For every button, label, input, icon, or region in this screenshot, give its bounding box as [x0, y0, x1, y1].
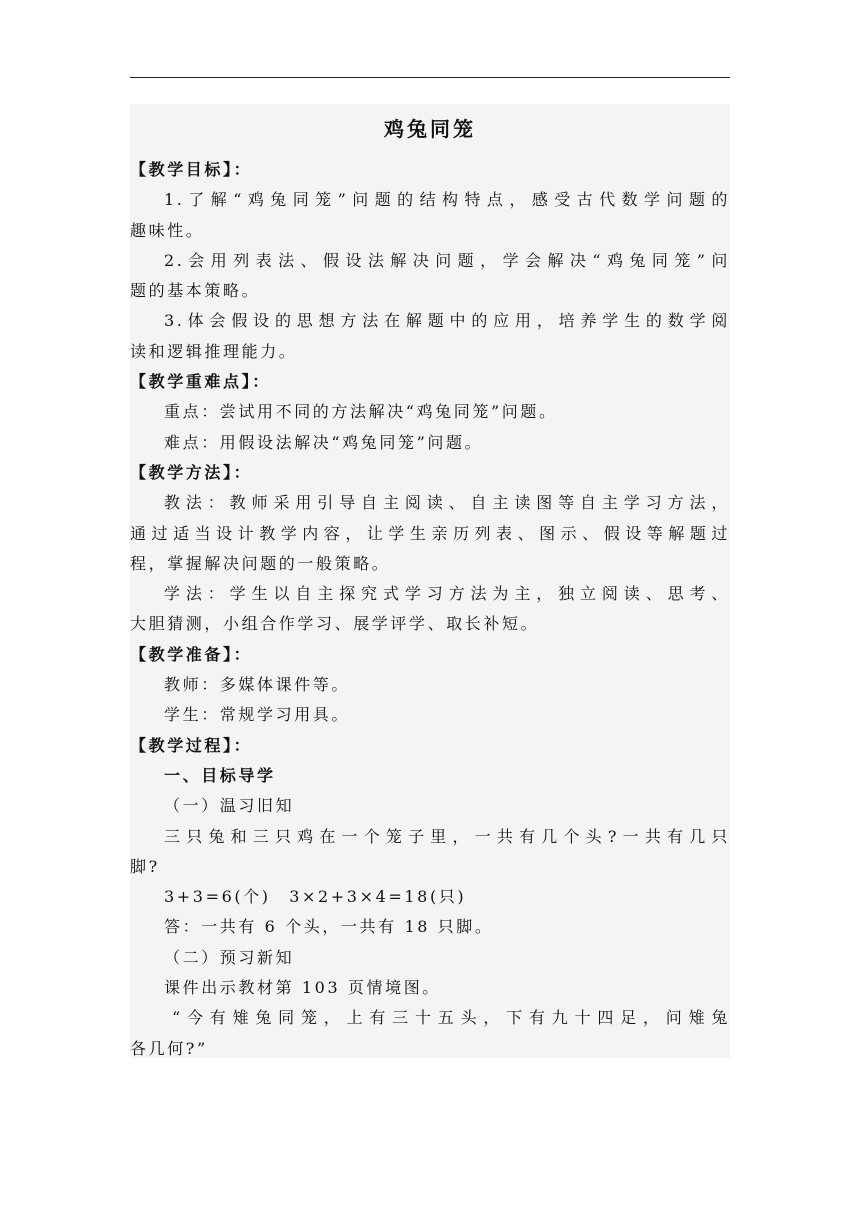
document-title: 鸡兔同笼	[384, 117, 476, 141]
text-line: 大胆猜测，小组合作学习、展学评学、取长补短。	[130, 614, 540, 634]
text-line: 3.体会假设的思想方法在解题中的应用，培养学生的数学阅	[164, 311, 730, 331]
text-line: 重点：尝试用不同的方法解决“鸡兔同笼”问题。	[164, 402, 558, 422]
section-heading: 【教学过程】：	[130, 735, 253, 755]
section-heading: 【教学目标】：	[130, 160, 253, 179]
section-heading: 【教学重难点】：	[130, 372, 271, 392]
text-line: 课件出示教材第 103 页情境图。	[164, 978, 441, 998]
text-line: “今有雉兔同笼，上有三十五头，下有九十四足，问雉兔	[172, 1008, 730, 1028]
text-line: 趣味性。	[130, 220, 205, 240]
text-line: 2.会用列表法、假设法解决问题，学会解决“鸡兔同笼”问	[164, 250, 730, 270]
text-line: 程，掌握解决问题的一般策略。	[130, 553, 391, 573]
text-line: （一）温习旧知	[164, 796, 295, 816]
text-line: （二）预习新知	[164, 947, 295, 967]
text-line: 教法：教师采用引导自主阅读、自主读图等自主学习方法，	[164, 493, 730, 513]
text-line: 通过适当设计教学内容，让学生亲历列表、图示、假设等解题过	[130, 523, 730, 543]
text-line: 难点：用假设法解决“鸡兔同笼”问题。	[164, 432, 484, 452]
text-line: 答：一共有 6 个头，一共有 18 只脚。	[164, 917, 494, 937]
section-heading: 【教学方法】：	[130, 462, 253, 482]
text-line: 3+3=6(个) 3×2+3×4=18(只)	[164, 887, 467, 907]
text-line: 学法：学生以自主探究式学习方法为主，独立阅读、思考、	[164, 584, 730, 604]
text-line: 脚?	[130, 856, 160, 876]
document-page	[130, 104, 730, 1058]
text-line: 学生：常规学习用具。	[164, 705, 351, 725]
header-rule	[130, 77, 730, 78]
text-line: 各几何?”	[130, 1038, 208, 1058]
text-line: 教师：多媒体课件等。	[164, 675, 351, 695]
section-heading: 【教学准备】：	[130, 644, 253, 664]
text-line: 题的基本策略。	[130, 281, 261, 301]
text-line: 三只兔和三只鸡在一个笼子里，一共有几个头?一共有几只	[164, 826, 730, 846]
document-body	[130, 155, 730, 1064]
text-line: 读和逻辑推理能力。	[130, 341, 298, 361]
text-line: 1.了解“鸡兔同笼”问题的结构特点，感受古代数学问题的	[164, 190, 730, 210]
text-line: 一、目标导学	[164, 765, 276, 785]
